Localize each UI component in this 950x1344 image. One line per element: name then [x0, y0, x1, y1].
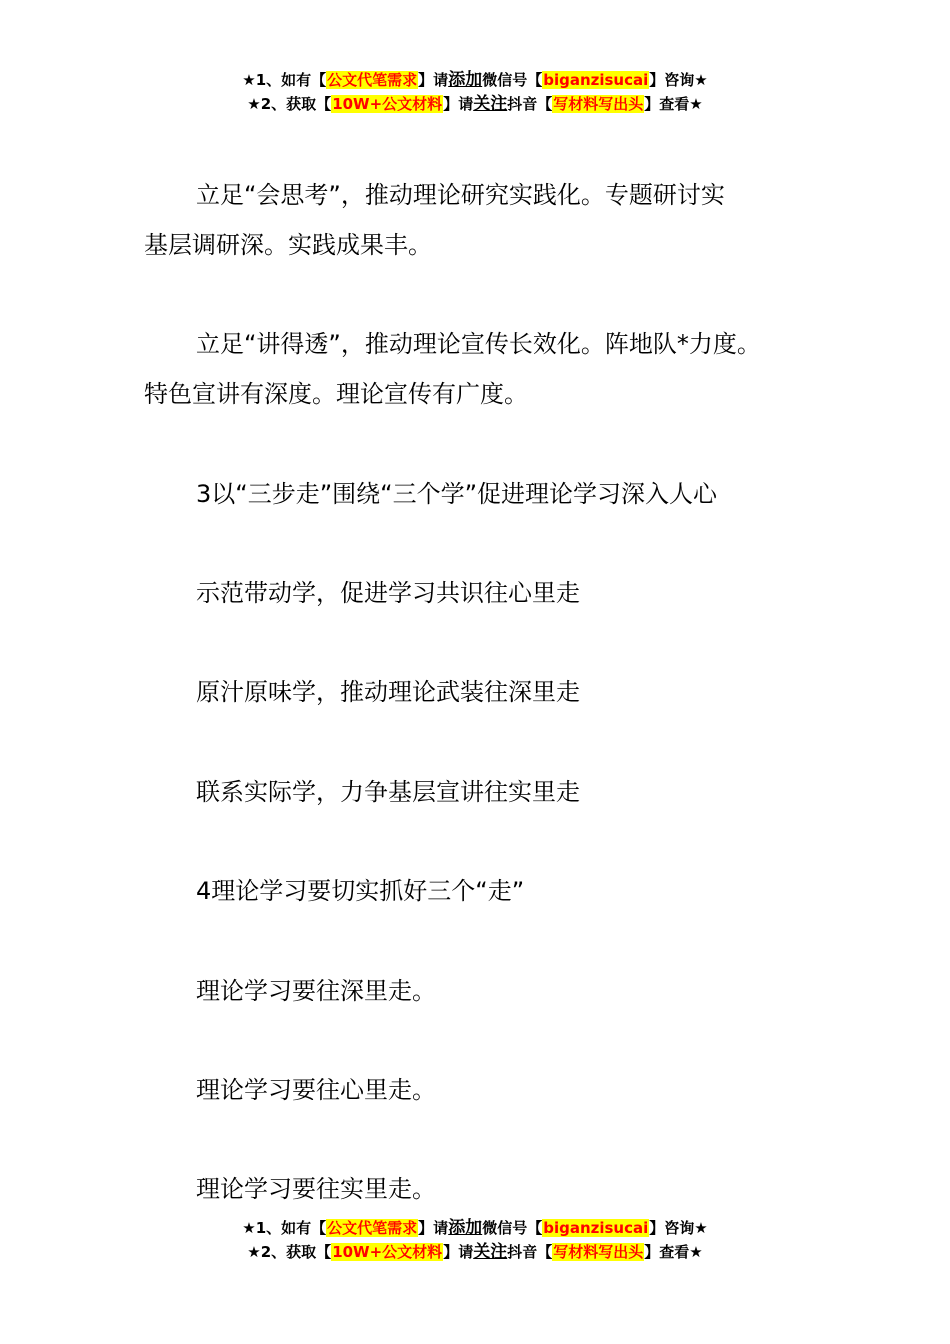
banner-highlight: biganzisucai — [543, 1219, 649, 1237]
banner-text: 】咨询★ — [649, 1219, 708, 1237]
heading-text: 3以“三步走”围绕“三个学”促进理论学习深入人心 — [196, 480, 718, 508]
banner-underline: 关注 — [473, 94, 508, 114]
banner-text: 微信号【 — [482, 1219, 543, 1237]
heading-text: 4理论学习要切实抓好三个“走” — [196, 877, 525, 905]
list-item — [144, 767, 824, 817]
banner-text: ★1、如有【 — [242, 71, 327, 89]
banner-highlight: 写材料写出头 — [553, 1243, 644, 1261]
banner-text: 】咨询★ — [649, 71, 708, 89]
item-text: 联系实际学，力争基层宣讲往实里走 — [196, 778, 580, 806]
banner-underline: 添加 — [448, 70, 483, 90]
banner-highlight: biganzisucai — [543, 71, 649, 89]
item-text: 示范带动学，促进学习共识往心里走 — [196, 579, 580, 607]
banner-line-1 — [0, 1216, 950, 1240]
banner-text: ★2、获取【 — [247, 1243, 332, 1261]
banner-highlight: 10W+公文材料 — [332, 95, 443, 113]
banner-text: 】请 — [443, 1243, 474, 1261]
item-text: 原汁原味学，推动理论武装往深里走 — [196, 678, 580, 706]
bottom-banner — [0, 1216, 950, 1264]
section-heading-4 — [144, 866, 824, 916]
list-item — [144, 667, 824, 717]
item-text: 理论学习要往深里走。 — [196, 977, 436, 1005]
banner-text: ★2、获取【 — [247, 95, 332, 113]
banner-text: 】查看★ — [644, 1243, 703, 1261]
banner-text: 】请 — [443, 95, 474, 113]
top-banner — [0, 68, 950, 116]
paragraph-line: 立足“讲得透”，推动理论宣传长效化。阵地队*力度。 — [196, 330, 761, 358]
banner-line-2 — [0, 92, 950, 116]
banner-underline: 添加 — [448, 1218, 483, 1238]
banner-text: 】请 — [418, 1219, 449, 1237]
list-item — [144, 568, 824, 618]
banner-text: 微信号【 — [482, 71, 543, 89]
banner-text: 抖音【 — [507, 1243, 553, 1261]
list-item — [144, 966, 824, 1016]
banner-underline: 关注 — [473, 1242, 508, 1262]
banner-highlight: 10W+公文材料 — [332, 1243, 443, 1261]
paragraph-line: 基层调研深。实践成果丰。 — [144, 231, 432, 259]
paragraph-1 — [144, 170, 824, 270]
list-item — [144, 1065, 824, 1115]
banner-text: 】查看★ — [644, 95, 703, 113]
banner-text: ★1、如有【 — [242, 1219, 327, 1237]
paragraph-line: 立足“会思考”，推动理论研究实践化。专题研讨实 — [196, 181, 725, 209]
banner-highlight: 写材料写出头 — [553, 95, 644, 113]
banner-highlight: 公文代笔需求 — [327, 1219, 418, 1237]
paragraph-line: 特色宣讲有深度。理论宣传有广度。 — [144, 380, 528, 408]
paragraph-2 — [144, 319, 824, 419]
banner-line-1 — [0, 68, 950, 92]
item-text: 理论学习要往实里走。 — [196, 1175, 436, 1203]
section-heading-3 — [144, 469, 824, 519]
item-text: 理论学习要往心里走。 — [196, 1076, 436, 1104]
banner-highlight: 公文代笔需求 — [327, 71, 418, 89]
banner-text: 抖音【 — [507, 95, 553, 113]
banner-line-2 — [0, 1240, 950, 1264]
list-item — [144, 1164, 824, 1214]
banner-text: 】请 — [418, 71, 449, 89]
